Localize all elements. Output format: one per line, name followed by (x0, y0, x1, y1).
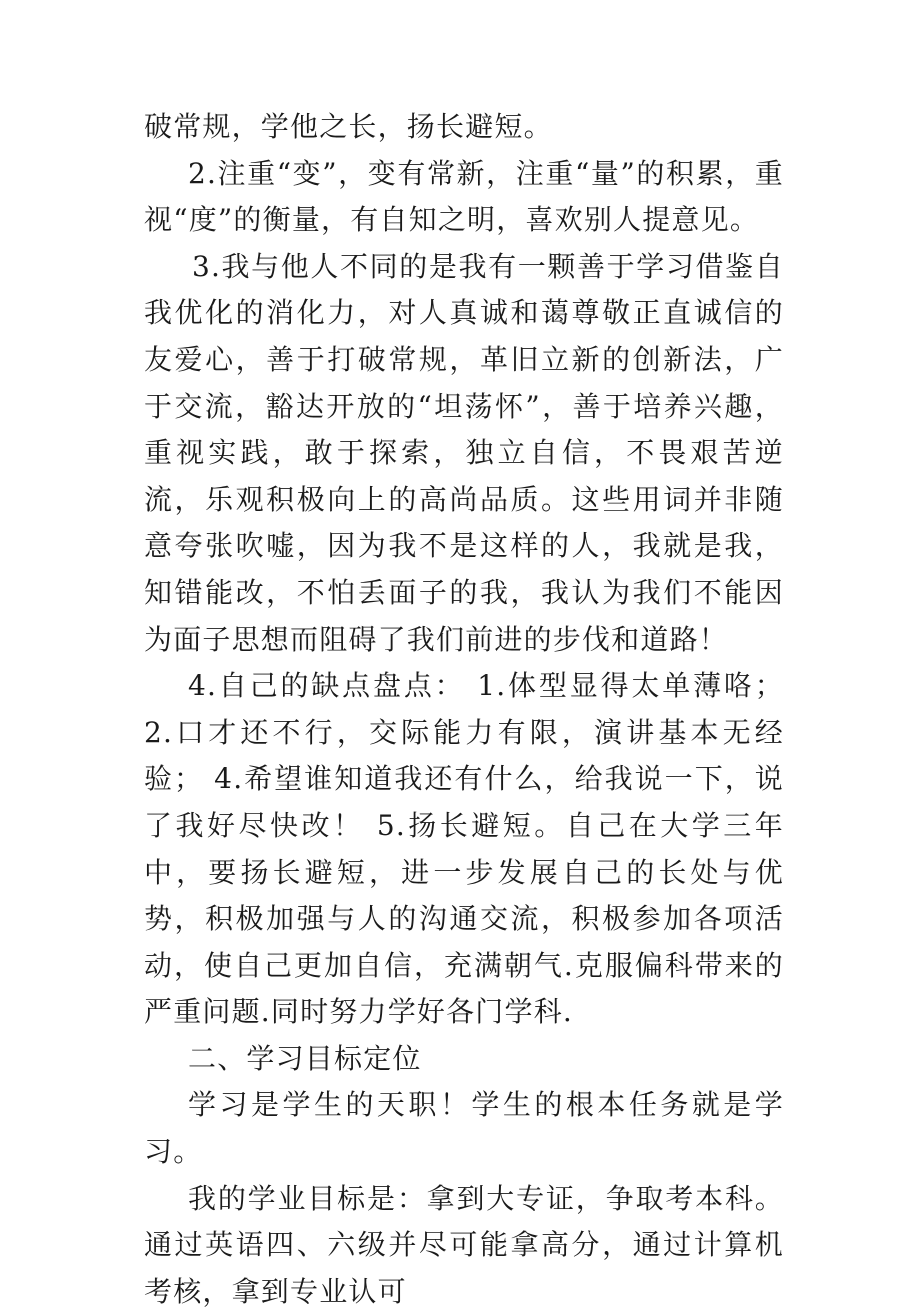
paragraph-study-duty: 学习是学生的天职！学生的根本任务就是学习。 (144, 1088, 784, 1169)
paragraph-point-2: 2.注重“变”，变有常新，注重“量”的积累，重视“度”的衡量，有自知之明，喜欢别人提意见。 (144, 156, 784, 237)
paragraph-academic-goals: 我的学业目标是：拿到大专证，争取考本科。通过英语四、六级并尽可能拿高分，通过计算机考核，拿到专业认可 (144, 1181, 784, 1308)
paragraph-continuation: 破常规，学他之长，扬长避短。 (144, 110, 553, 143)
body-text (144, 104, 784, 1315)
section-heading-study-goals: 二、学习目标定位 (188, 1041, 422, 1075)
paragraph-point-4: 4.自己的缺点盘点： 1.体型显得太单薄咯； 2.口才还不行，交际能力有限，演讲基本无经验； 4.希望谁知道我还有什么，给我说一下，说了我好尽快改！ 5.扬长避短。自己在大学三年中，要扬长避短，进一步发展自己的长处与优势，积极加强与人的沟通交流，积极参加各项活动，使自己更加自信，充满朝气.克服偏科带来的严重问题.同时努力学好各门学科. (144, 669, 784, 1029)
paragraph-point-3: 3.我与他人不同的是我有一颗善于学习借鉴自我优化的消化力，对人真诚和蔼尊敬正直诚信的友爱心，善于打破常规，革旧立新的创新法，广于交流，豁达开放的“坦荡怀”，善于培养兴趣，重视实践，敢于探索，独立自信，不畏艰苦逆流，乐观积极向上的高尚品质。这些用词并非随意夸张吹嘘，因为我不是这样的人，我就是我，知错能改，不怕丢面子的我，我认为我们不能因为面子思想而阻碍了我们前进的步伐和道路！ (144, 249, 784, 656)
